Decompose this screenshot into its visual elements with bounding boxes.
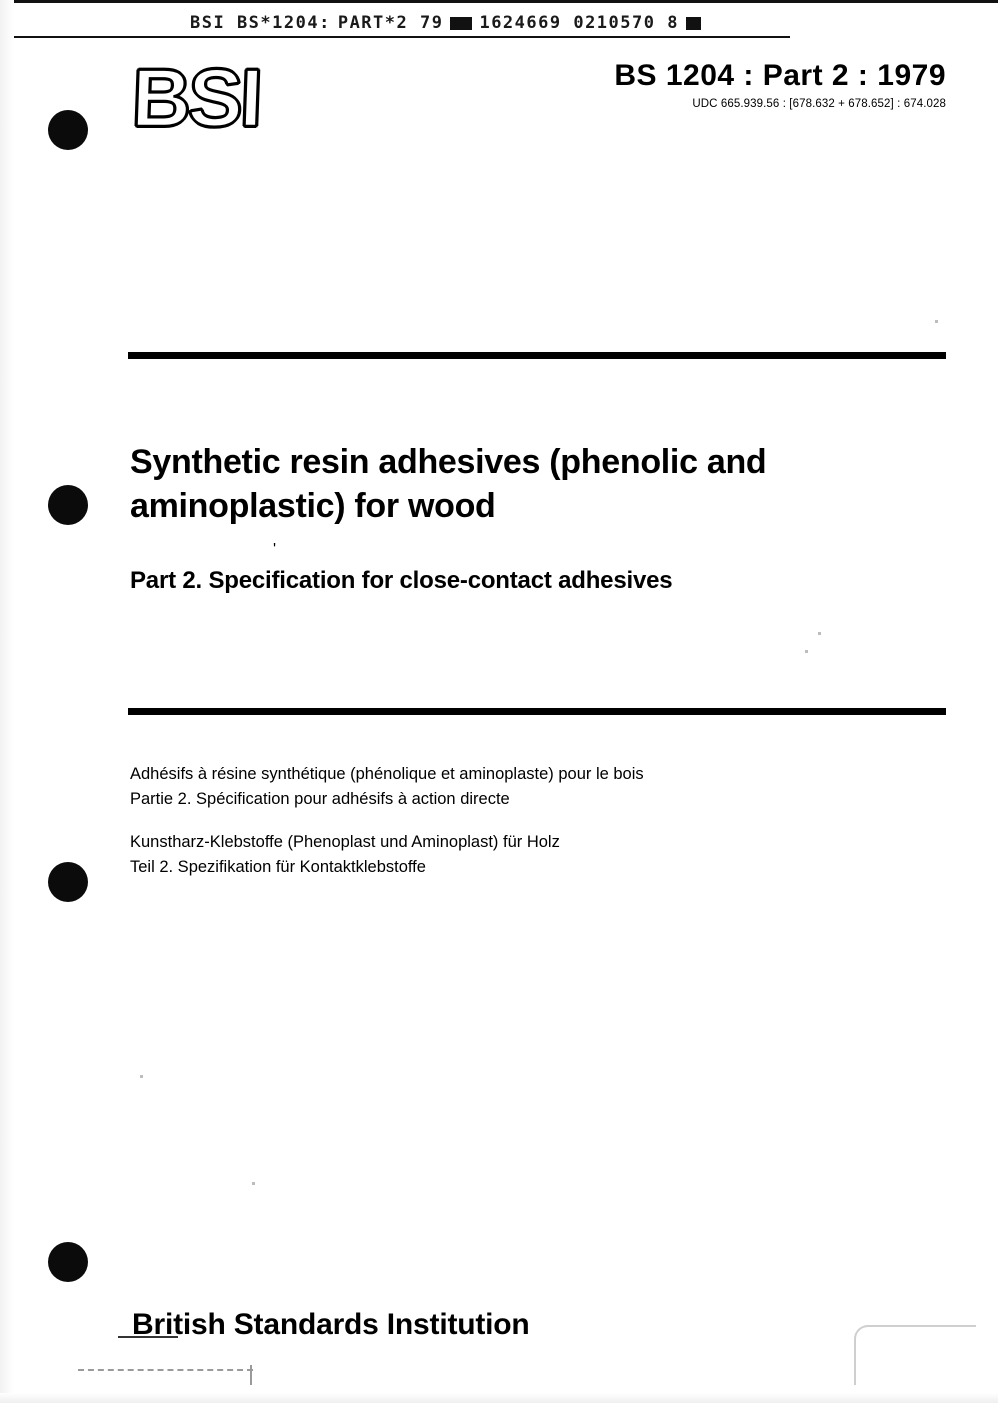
barcode-block-icon bbox=[450, 17, 472, 30]
french-title-block bbox=[130, 762, 920, 812]
german-title-line2: Teil 2. Spezifikation für Kontaktklebstoffe bbox=[130, 858, 426, 876]
top-edge-rule-secondary bbox=[0, 36, 790, 38]
french-title-line2: Partie 2. Spécification pour adhésifs à action directe bbox=[130, 790, 510, 808]
microfilm-text-mid: PART*2 79 bbox=[337, 13, 444, 33]
scan-speck bbox=[805, 650, 808, 653]
left-edge-shading bbox=[0, 0, 14, 1403]
title-rule-bottom bbox=[128, 708, 946, 715]
barcode-block-icon bbox=[686, 17, 701, 30]
standard-number: BS 1204 : Part 2 : 1979 bbox=[614, 59, 946, 92]
bottom-edge-shading bbox=[0, 1393, 998, 1403]
scan-speck bbox=[935, 320, 938, 323]
punch-hole bbox=[48, 110, 88, 150]
punch-hole bbox=[48, 485, 88, 525]
title-rule-top bbox=[128, 352, 946, 359]
punch-hole bbox=[48, 1242, 88, 1282]
scan-speck bbox=[818, 632, 821, 635]
punch-hole bbox=[48, 862, 88, 902]
microfilm-text-right: 1624669 0210570 8 bbox=[479, 13, 679, 33]
page-title: Synthetic resin adhesives (phenolic and aminoplastic) for wood bbox=[130, 443, 767, 525]
bsi-logo: BSI bbox=[130, 53, 262, 144]
page-corner-mark bbox=[854, 1325, 976, 1385]
publisher-name: British Standards Institution bbox=[132, 1308, 530, 1341]
page-subtitle: Part 2. Specification for close-contact adhesives bbox=[130, 567, 673, 594]
stray-tick-mark: ' bbox=[273, 541, 277, 558]
scan-edge-dash bbox=[78, 1367, 253, 1371]
microfilm-header bbox=[190, 10, 790, 36]
top-edge-rule bbox=[0, 0, 998, 3]
title-block bbox=[130, 440, 920, 596]
scan-speck bbox=[252, 1182, 255, 1185]
scan-speck bbox=[140, 1075, 143, 1078]
french-title-line1: Adhésifs à résine synthétique (phénolique et aminoplaste) pour le bois bbox=[130, 765, 644, 783]
udc-classification: UDC 665.939.56 : [678.632 + 678.652] : 674.028 bbox=[692, 98, 946, 110]
scan-edge-tick bbox=[250, 1365, 252, 1385]
microfilm-text-left: BSI BS*1204: bbox=[190, 13, 331, 33]
german-title-block bbox=[130, 830, 920, 880]
standard-number-block bbox=[614, 58, 946, 110]
german-title-line1: Kunstharz-Klebstoffe (Phenoplast und Aminoplast) für Holz bbox=[130, 833, 560, 851]
